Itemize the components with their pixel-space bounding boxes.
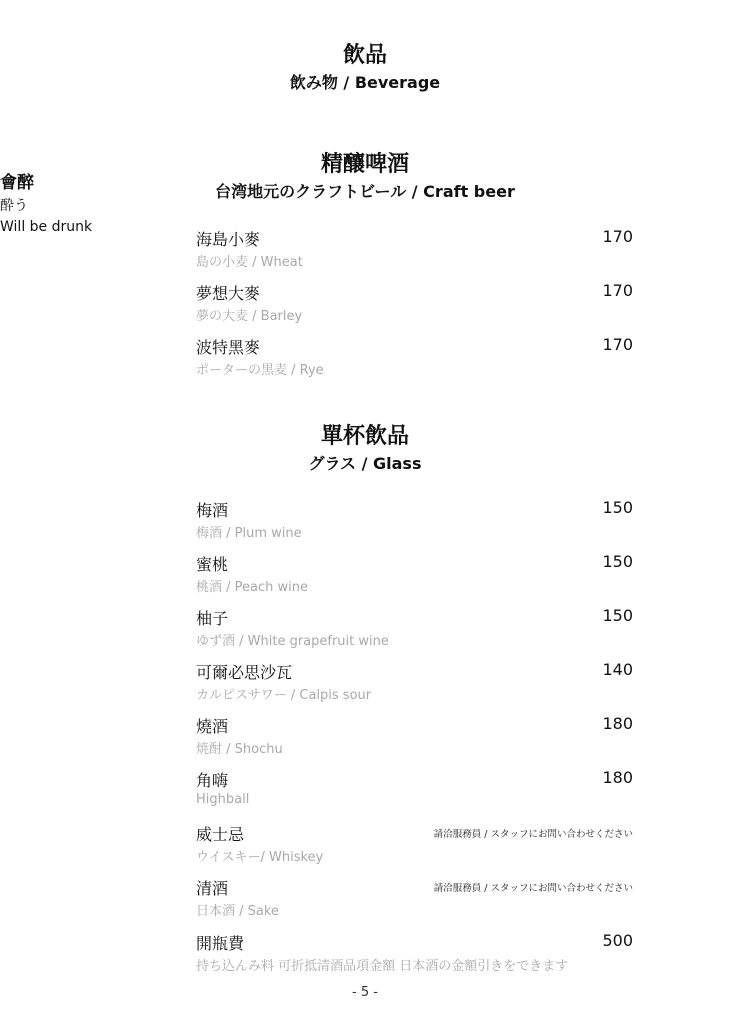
item-price: 140 — [602, 660, 633, 679]
item-name: 開瓶費 — [196, 934, 245, 953]
item-name: 波特黑麥 — [196, 338, 261, 357]
page-number: - 5 - — [352, 985, 378, 1000]
item-subtitle: ウイスキー/ Whiskey — [196, 850, 324, 865]
item-subtitle: 夢の大麦 / Barley — [196, 309, 303, 324]
brand-zh: 會醉 — [0, 173, 34, 193]
menu-item — [196, 822, 636, 868]
item-price: 170 — [602, 281, 633, 300]
glass-section-title: 單杯飲品 — [320, 424, 409, 449]
menu-item — [196, 281, 636, 327]
menu-item — [196, 714, 636, 760]
item-subtitle: 島の小麦 / Wheat — [196, 255, 303, 270]
item-subtitle: カルピスサワー / Calpis sour — [196, 688, 372, 703]
item-subtitle: 梅酒 / Plum wine — [196, 526, 302, 541]
menu-item — [196, 552, 636, 598]
page-title: 飲品 — [342, 43, 387, 68]
menu-item — [196, 335, 636, 381]
menu-item — [196, 498, 636, 544]
item-price: 150 — [602, 498, 633, 517]
item-name: 夢想大麥 — [196, 284, 261, 303]
item-price: 150 — [602, 552, 633, 571]
item-subtitle: Highball — [196, 792, 250, 807]
item-name: 蜜桃 — [196, 555, 229, 574]
item-subtitle: 日本酒 / Sake — [196, 904, 279, 919]
glass-section-subtitle: グラス / Glass — [308, 454, 422, 473]
item-name: 可爾必思沙瓦 — [196, 663, 293, 682]
page-subtitle: 飲み物 / Beverage — [289, 73, 441, 92]
menu-item — [196, 931, 636, 977]
item-price: 170 — [602, 335, 633, 354]
craft-section-subtitle: 台湾地元のクラフトビール / Craft beer — [215, 182, 515, 201]
item-price-note: 請洽服務員 / スタッフにお問い合わせください — [433, 883, 633, 894]
item-name: 梅酒 — [196, 501, 229, 520]
item-subtitle: ポーターの黒麦 / Rye — [196, 363, 324, 378]
item-subtitle: 桃酒 / Peach wine — [196, 580, 308, 595]
item-subtitle: 焼酎 / Shochu — [196, 742, 283, 757]
item-name: 清酒 — [196, 879, 229, 898]
brand-en: Will be drunk — [0, 219, 93, 235]
item-name: 燒酒 — [196, 717, 229, 736]
item-subtitle: ゆず酒 / White grapefruit wine — [196, 634, 389, 649]
item-price: 170 — [602, 227, 633, 246]
item-name: 角嗨 — [196, 771, 229, 790]
item-name: 海島小麥 — [196, 230, 261, 249]
menu-item — [196, 768, 636, 814]
item-price: 500 — [602, 931, 633, 950]
item-price: 180 — [602, 714, 633, 733]
menu-item — [196, 660, 636, 706]
item-price-note: 請洽服務員 / スタッフにお問い合わせください — [433, 829, 633, 840]
item-name: 威士忌 — [196, 825, 245, 844]
item-price: 180 — [602, 768, 633, 787]
menu-item — [196, 876, 636, 922]
item-subtitle: 持ち込んみ料 可折抵清酒品項金額 日本酒の金額引きをできます — [196, 959, 569, 974]
menu-item — [196, 606, 636, 652]
item-name: 柚子 — [196, 609, 229, 628]
craft-section-title: 精釀啤酒 — [320, 152, 409, 177]
menu-item — [196, 227, 636, 273]
item-price: 150 — [602, 606, 633, 625]
brand-jp: 酔う — [0, 198, 28, 214]
